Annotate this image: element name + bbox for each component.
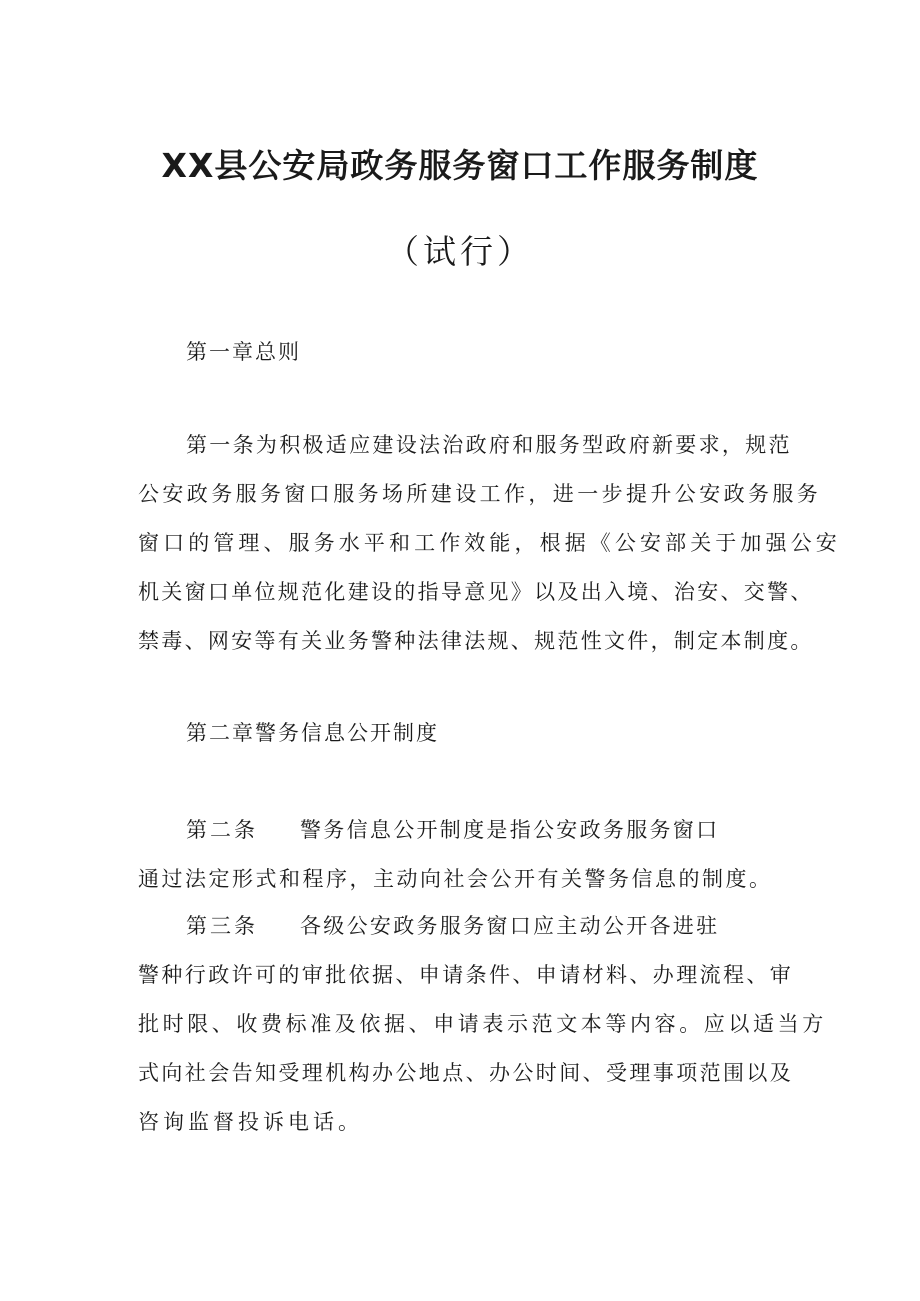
document-title: XX县公安局政务服务窗口工作服务制度 [161,146,759,185]
chapter-1-heading: 第一章总则 [186,340,301,364]
article-2-first-line [186,815,719,845]
chapter-2-heading: 第二章警务信息公开制度 [186,721,439,745]
article-1-line: 公安政务服务窗口服务场所建设工作，进一步提升公安政务服务 [138,482,822,506]
article-3-label: 第三条 [186,914,258,938]
article-3-text: 各级公安政务服务窗口应主动公开各进驻 [300,914,720,938]
document-subtitle: （试行） [386,232,534,271]
article-1-line: 第一条为积极适应建设法治政府和服务型政府新要求，规范 [186,433,792,457]
article-3-line: 警种行政许可的审批依据、申请条件、申请材料、办理流程、审 [138,963,794,987]
article-1-line: 机关窗口单位规范化建设的指导意见》以及出入境、治安、交警、 [138,580,814,604]
article-3-line: 批时限、收费标准及依据、申请表示范文本等内容。应以适当方 [138,1012,827,1036]
article-3-first-line [186,911,719,941]
article-3-line: 式向社会告知受理机构办公地点、办公时间、受理事项范围以及 [138,1061,794,1085]
article-2-line: 通过法定形式和程序，主动向社会公开有关警务信息的制度。 [138,867,773,891]
article-1-line: 窗口的管理、服务水平和工作效能，根据《公安部关于加强公安 [138,531,841,555]
article-2-label: 第二条 [186,818,258,842]
article-3-line: 咨询监督投诉电话。 [138,1110,363,1134]
article-1-line: 禁毒、网安等有关业务警种法律法规、规范性文件，制定本制度。 [138,629,814,653]
article-2-text: 警务信息公开制度是指公安政务服务窗口 [300,818,720,842]
